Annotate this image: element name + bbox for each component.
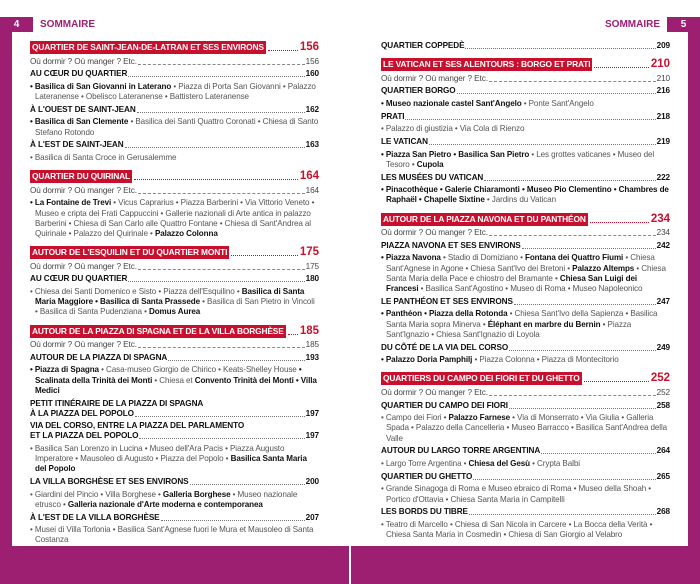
entry-title: Où dormir ? Où manger ? Etc.: [381, 387, 488, 397]
section-title: AUTOUR DE L'ESQUILIN ET DU QUARTIER MONTI: [32, 247, 228, 258]
page-ref: 234: [656, 228, 670, 238]
dot-leader: [137, 112, 305, 113]
page-ref: 163: [305, 140, 319, 150]
page-ref: 209: [656, 41, 670, 50]
sight-text: • Basilica San Lorenzo in Lucina • Museo dell'Ara Pacis • Piazza Augusto Imperatore • Mausoleo di Augusto • Piazza del Popolo •: [30, 443, 285, 463]
toc-sights-list: [381, 150, 670, 170]
toc-section-heading[interactable]: [381, 213, 670, 226]
entry-title: QUARTIER COPPEDÈ: [381, 41, 465, 50]
page-ref: 252: [656, 387, 670, 397]
dot-leader: [509, 350, 656, 351]
dot-leader: [138, 269, 305, 270]
page-ref: 268: [656, 507, 670, 517]
entry-title: À L'OUEST DE SAINT-JEAN: [30, 104, 136, 114]
sight-text: • Piazza di Porta San Giovanni • Palazzo Lateranense • Obelisco Lateranense • Battistero Lateranense: [35, 81, 316, 101]
toc-subheading[interactable]: [381, 112, 670, 122]
toc-practical-entry[interactable]: [30, 57, 319, 67]
toc-subheading[interactable]: [30, 105, 319, 115]
dot-leader: [134, 179, 298, 180]
page-ref: 258: [656, 400, 670, 410]
toc-sights-list: [381, 185, 670, 205]
toc-sights-list: [30, 198, 319, 239]
page-ref: 216: [656, 86, 670, 96]
sight-text: • Museo nazionale etrusco •: [35, 489, 298, 509]
toc-subheading[interactable]: [30, 140, 319, 150]
highlight-sight: • Basilica di San Giovanni in Laterano: [30, 81, 172, 91]
highlight-sight: • Pinacothèque • Galerie Chiaramonti • Museo Pio Clementino • Chambres de Raphaël • Chapelle Sixtine: [381, 185, 669, 205]
toc-subheading[interactable]: [381, 507, 670, 517]
entry-title: LA VILLA BORGHÈSE ET SES ENVIRONS: [30, 476, 189, 486]
toc-subheading[interactable]: [381, 343, 670, 353]
toc-subheading[interactable]: [381, 173, 670, 183]
toc-section-heading[interactable]: [30, 41, 319, 54]
toc-subheading[interactable]: [30, 477, 319, 487]
sight-text: • Piazza Colonna • Piazza di Montecitorio: [472, 355, 619, 365]
sight-text: • Vicus Caprarius • Piazza Barberini • Via Vittorio Veneto • Museo e cripta dei Frati Cappuccini • Gallerie nazionali di Arte antica in palazzo Barberini • Chiesa di San Carlo alle Quattro Fontane • Chiesa di Sant'Andrea al Quirinale • Palazzo del Quirinale •: [35, 198, 315, 238]
page-ref: 242: [656, 240, 670, 250]
page-number-left: 4: [0, 17, 33, 32]
page-ref: 222: [656, 172, 670, 182]
sight-text: • Basilica di Santa Croce in Gerusalemme: [30, 152, 177, 162]
page-ref: 197: [305, 408, 319, 418]
dot-leader: [509, 408, 656, 409]
highlight-sight: Fontana dei Quattro Fiumi: [524, 253, 624, 263]
section-title: QUARTIER DE SAINT-JEAN-DE-LATRAN ET SES ENVIRONS: [32, 42, 264, 52]
dot-leader: [135, 416, 305, 417]
sight-text: • Campo dei Fiori •: [381, 413, 449, 423]
toc-subheading[interactable]: [381, 86, 670, 96]
sight-text: • Via di Monserrato • Via Giulia • Galleria Spada • Palazzo della Cancelleria • Museo Barracco • Basilica Sant'Andrea della Valle: [386, 413, 668, 443]
section-page-ref: 175: [299, 246, 319, 259]
section-page-ref: 252: [650, 372, 670, 385]
highlight-sight: • Piazza di Spagna: [30, 365, 99, 375]
running-head-right: SOMMAIRE: [605, 19, 660, 30]
dot-leader: [594, 67, 648, 68]
entry-title: LES MUSÉES DU VATICAN: [381, 172, 484, 182]
toc-section-heading[interactable]: [381, 372, 670, 385]
entry-title: Où dormir ? Où manger ? Etc.: [30, 56, 137, 66]
toc-sights-list: [30, 490, 319, 510]
dot-leader: [138, 64, 305, 65]
section-page-ref: 234: [650, 212, 670, 225]
toc-sights-list: [381, 413, 670, 444]
entry-title: QUARTIER BORGO: [381, 86, 456, 96]
dot-leader: [405, 119, 655, 120]
toc-sights-list: [30, 444, 319, 475]
page-ref: 265: [656, 471, 670, 481]
toc-sights-list: [30, 153, 319, 163]
toc-sights-list: [30, 117, 319, 137]
page-ref: 218: [656, 111, 670, 121]
page-number-right: 5: [667, 17, 700, 32]
sight-text: • Palazzo di giustizia • Via Cola di Rienzo: [381, 124, 525, 134]
toc-subheading[interactable]: [30, 421, 319, 441]
running-head-left: SOMMAIRE: [40, 19, 95, 30]
page-ref: 162: [305, 104, 319, 114]
sight-text: • Basilica dei Santi Quattro Coronati • Chiesa di Santo Stefano Rotondo: [35, 117, 319, 137]
page-ref: 175: [305, 261, 319, 271]
sight-text: • Chiesa Santa Maria della Pace e chiostro del Bramante •: [386, 263, 666, 283]
sight-text: • Piazza Sant'Ignazio • Chiesa Sant'Ignazio di Loyola: [386, 319, 632, 339]
toc-right-page: [381, 41, 670, 540]
dot-leader: [465, 48, 655, 49]
page-ref: 185: [305, 340, 319, 350]
toc-subheading[interactable]: [381, 297, 670, 307]
toc-subheading[interactable]: [381, 401, 670, 411]
left-margin-band: [0, 17, 12, 584]
toc-sights-list: [381, 520, 670, 540]
toc-subheading[interactable]: [30, 399, 319, 419]
entry-title: À L'EST DE LA VILLA BORGHÈSE: [30, 512, 160, 522]
sight-text: • Musei di Villa Torlonia • Basilica Sant'Agnese fuori le Mura et Mausoleo di Santa Costanza: [30, 525, 314, 545]
entry-title: LES BORDS DU TIBRE: [381, 507, 468, 517]
toc-sights-list: [30, 525, 319, 545]
entry-title: DU CÔTÉ DE LA VIA DEL CORSO: [381, 342, 509, 352]
sight-text: • Crypta Balbi: [530, 458, 580, 468]
dot-leader: [489, 235, 656, 236]
page-ref: 264: [656, 446, 670, 456]
page-ref: 197: [305, 431, 319, 441]
toc-subheading[interactable]: [30, 513, 319, 523]
toc-subheading[interactable]: [381, 41, 670, 51]
entry-title: Où dormir ? Où manger ? Etc.: [30, 185, 137, 195]
section-title: AUTOUR DE LA PIAZZA DI SPAGNA ET DE LA VILLA BORGHÈSE: [32, 325, 284, 336]
entry-title: AU CŒUR DU QUARTIER: [30, 69, 128, 79]
highlight-sight: Domus Aurea: [148, 307, 201, 317]
dot-leader: [457, 93, 656, 94]
sight-text: • Grande Sinagoga di Roma e Museo ebraico di Roma • Museo della Shoah • Portico d'Ottavia • Chiesa Santa Maria in Campitelli: [381, 484, 652, 504]
entry-title: À LA PIAZZA DEL POPOLO: [30, 408, 134, 418]
dot-leader: [190, 484, 305, 485]
section-title: QUARTIER DU QUIRINAL: [32, 171, 130, 182]
highlight-sight: Chiesa del Gesù: [468, 458, 530, 468]
toc-practical-entry[interactable]: [30, 340, 319, 350]
entry-title-line1: VIA DEL CORSO, ENTRE LA PIAZZA DEL PARLAMENTO: [30, 421, 245, 431]
toc-sights-list: [381, 459, 670, 469]
toc-sights-list: [381, 124, 670, 134]
dot-leader: [429, 144, 656, 145]
sight-text: • Les grottes vaticanes • Museo del Tesoro •: [386, 149, 655, 169]
section-page-ref: 156: [299, 41, 319, 53]
highlight-sight: • Basilica di San Clemente: [30, 117, 129, 127]
sight-text: • Ponte Sant'Angelo: [521, 98, 594, 108]
sight-text: • Stadio di Domiziano •: [440, 253, 525, 263]
entry-title: LE VATICAN: [381, 136, 428, 146]
dot-leader: [138, 193, 305, 194]
toc-subheading[interactable]: [381, 137, 670, 147]
page-ref: 193: [305, 352, 319, 362]
page-ref: 210: [656, 73, 670, 83]
bottom-band-right: [351, 546, 700, 584]
toc-sights-list: [30, 287, 319, 318]
entry-title: PIAZZA NAVONA ET SES ENVIRONS: [381, 240, 521, 250]
entry-title: Où dormir ? Où manger ? Etc.: [381, 228, 488, 238]
toc-left-page: [30, 41, 319, 546]
entry-title-line2[interactable]: [30, 431, 319, 441]
entry-title: PRATI: [381, 111, 405, 121]
toc-subheading[interactable]: [30, 353, 319, 363]
entry-title: Où dormir ? Où manger ? Etc.: [381, 73, 488, 83]
highlight-sight: • Panthéon • Piazza della Rotonda: [381, 309, 508, 319]
right-margin-band: [688, 17, 700, 584]
highlight-sight: Basilica Santa Maria del Popolo: [35, 453, 307, 474]
highlight-sight: • Palazzo Doria Pamphilj: [381, 355, 473, 365]
entry-title: AUTOUR DE LA PIAZZA DI SPAGNA: [30, 352, 168, 362]
highlight-sight: Palazzo Altemps: [572, 263, 635, 273]
dot-leader: [489, 395, 656, 396]
entry-title: Où dormir ? Où manger ? Etc.: [30, 340, 137, 350]
section-page-ref: 210: [650, 58, 670, 70]
entry-title: QUARTIER DU GHETTO: [381, 471, 473, 481]
toc-subheading[interactable]: [30, 274, 319, 284]
toc-practical-entry[interactable]: [381, 74, 670, 84]
dot-leader: [231, 255, 298, 256]
dot-leader: [584, 381, 649, 382]
section-page-ref: 185: [299, 324, 319, 337]
highlight-sight: Palazzo Farnese: [448, 413, 511, 423]
toc-subheading[interactable]: [381, 446, 670, 456]
highlight-sight: Galleria Borghese: [162, 489, 231, 499]
sight-text: • Teatro di Marcello • Chiesa di San Nicola in Carcere • La Bocca della Verità • Chiesa Santa Maria in Cosmedin • Chiesa di San Giorgio al Velabro: [381, 519, 653, 540]
page-ref: 180: [305, 274, 319, 284]
toc-sights-list: [381, 99, 670, 109]
entry-title: AUTOUR DU LARGO TORRE ARGENTINA: [381, 446, 541, 456]
entry-title-line2[interactable]: [30, 409, 319, 419]
entry-title: ET LA PIAZZA DEL POPOLO: [30, 431, 139, 441]
bottom-band-left: [0, 546, 349, 584]
dot-leader: [161, 520, 305, 521]
highlight-sight: • Scalinata della Trinità dei Monti: [35, 365, 302, 385]
dot-leader: [514, 304, 656, 305]
toc-sights-list: [381, 309, 670, 340]
entry-title: QUARTIER DU CAMPO DEI FIORI: [381, 400, 508, 410]
dot-leader: [138, 347, 305, 348]
toc-section-heading[interactable]: [30, 325, 319, 338]
toc-sights-list: [381, 355, 670, 365]
dot-leader: [288, 334, 298, 335]
entry-title: Où dormir ? Où manger ? Etc.: [30, 261, 137, 271]
section-title: AUTOUR DE LA PIAZZA NAVONA ET DU PANTHÉON: [383, 213, 586, 224]
sight-text: • Chiesa Sant'Ivo della Sapienza • Basilica Santa Maria sopra Minerva •: [386, 309, 658, 329]
toc-sights-list: [381, 484, 670, 504]
sight-text: • Jardins du Vatican: [484, 195, 556, 205]
sight-text: • Chiesa Sant'Agnese in Agone • Chiesa Sant'Ivo dei Bretoni •: [386, 253, 655, 273]
sight-text: • Largo Torre Argentina •: [381, 458, 469, 468]
toc-subheading[interactable]: [30, 69, 319, 79]
dot-leader: [139, 438, 304, 439]
page-ref: 247: [656, 296, 670, 306]
highlight-sight: • La Fontaine de Trevi: [30, 198, 112, 208]
section-title: LE VATICAN ET SES ALENTOURS : BORGO ET PRATI: [383, 59, 591, 69]
highlight-sight: Basilica di Santa Maria Maggiore • Basilica di Santa Prassede: [35, 286, 305, 307]
sight-text: • Basilica di San Pietro in Vincoli • Basilica di Santa Pudenziana •: [35, 297, 315, 317]
highlight-sight: Palazzo Colonna: [154, 228, 218, 238]
sight-text: • Giardini del Pincio • Villa Borghese •: [30, 489, 163, 499]
section-title: QUARTIERS DU CAMPO DEI FIORI ET DU GHETTO: [383, 373, 580, 384]
dot-leader: [541, 453, 655, 454]
page-ref: 164: [305, 185, 319, 195]
toc-sights-list: [30, 82, 319, 102]
toc-subheading[interactable]: [381, 241, 670, 251]
page-ref: 249: [656, 342, 670, 352]
highlight-sight: Convento Trinità dei Monti • Villa Medici: [35, 375, 317, 395]
highlight-sight: • Piazza Navona: [381, 253, 441, 263]
dot-leader: [168, 360, 304, 361]
toc-section-heading[interactable]: [381, 58, 670, 71]
sight-text: • Chiesa dei Santi Domenico e Sisto • Piazza dell'Esquilino •: [30, 286, 242, 296]
page-ref: 156: [305, 56, 319, 66]
toc-section-heading[interactable]: [30, 246, 319, 259]
dot-leader: [522, 248, 656, 249]
toc-practical-entry[interactable]: [381, 388, 670, 398]
dot-leader: [128, 281, 304, 282]
dot-leader: [489, 81, 656, 82]
toc-sights-list: [381, 253, 670, 294]
dot-leader: [128, 76, 304, 77]
dot-leader: [484, 180, 655, 181]
dot-leader: [590, 222, 649, 223]
highlight-sight: Chiesa San Luigi dei Francesi: [386, 273, 637, 293]
highlight-sight: • Piazza San Pietro • Basilica San Pietro: [381, 149, 530, 159]
entry-title: LE PANTHÉON ET SES ENVIRONS: [381, 296, 513, 306]
highlight-sight: • Museo nazionale castel Sant'Angelo: [381, 98, 522, 108]
toc-section-heading[interactable]: [30, 170, 319, 183]
dot-leader: [473, 479, 655, 480]
section-page-ref: 164: [299, 170, 319, 183]
entry-title: À L'EST DE SAINT-JEAN: [30, 140, 124, 150]
toc-sights-list: [30, 365, 319, 396]
highlight-sight: Cupola: [416, 159, 444, 169]
toc-practical-entry[interactable]: [30, 262, 319, 272]
page-ref: 207: [305, 512, 319, 522]
highlight-sight: Galleria nazionale d'Arte moderna e contemporanea: [67, 499, 263, 509]
sight-text: • Casa-museo Giorgio de Chirico • Keats-Shelley House: [98, 365, 299, 375]
entry-title: AU CŒUR DU QUARTIER: [30, 274, 128, 284]
page-ref: 200: [305, 476, 319, 486]
toc-practical-entry[interactable]: [381, 228, 670, 238]
toc-subheading[interactable]: [381, 472, 670, 482]
page-ref: 160: [305, 69, 319, 79]
dot-leader: [469, 514, 656, 515]
toc-practical-entry[interactable]: [30, 186, 319, 196]
sight-text: • Basilica Sant'Agostino • Museo di Roma • Museo Napoleonico: [418, 283, 643, 293]
entry-title-line1: PETIT ITINÉRAIRE DE LA PIAZZA DI SPAGNA: [30, 398, 204, 408]
dot-leader: [125, 147, 305, 148]
page-ref: 219: [656, 136, 670, 146]
highlight-sight: Éléphant en marbre du Bernin: [487, 319, 601, 329]
sight-text: • Chiesa et: [152, 375, 195, 385]
dot-leader: [268, 50, 298, 51]
